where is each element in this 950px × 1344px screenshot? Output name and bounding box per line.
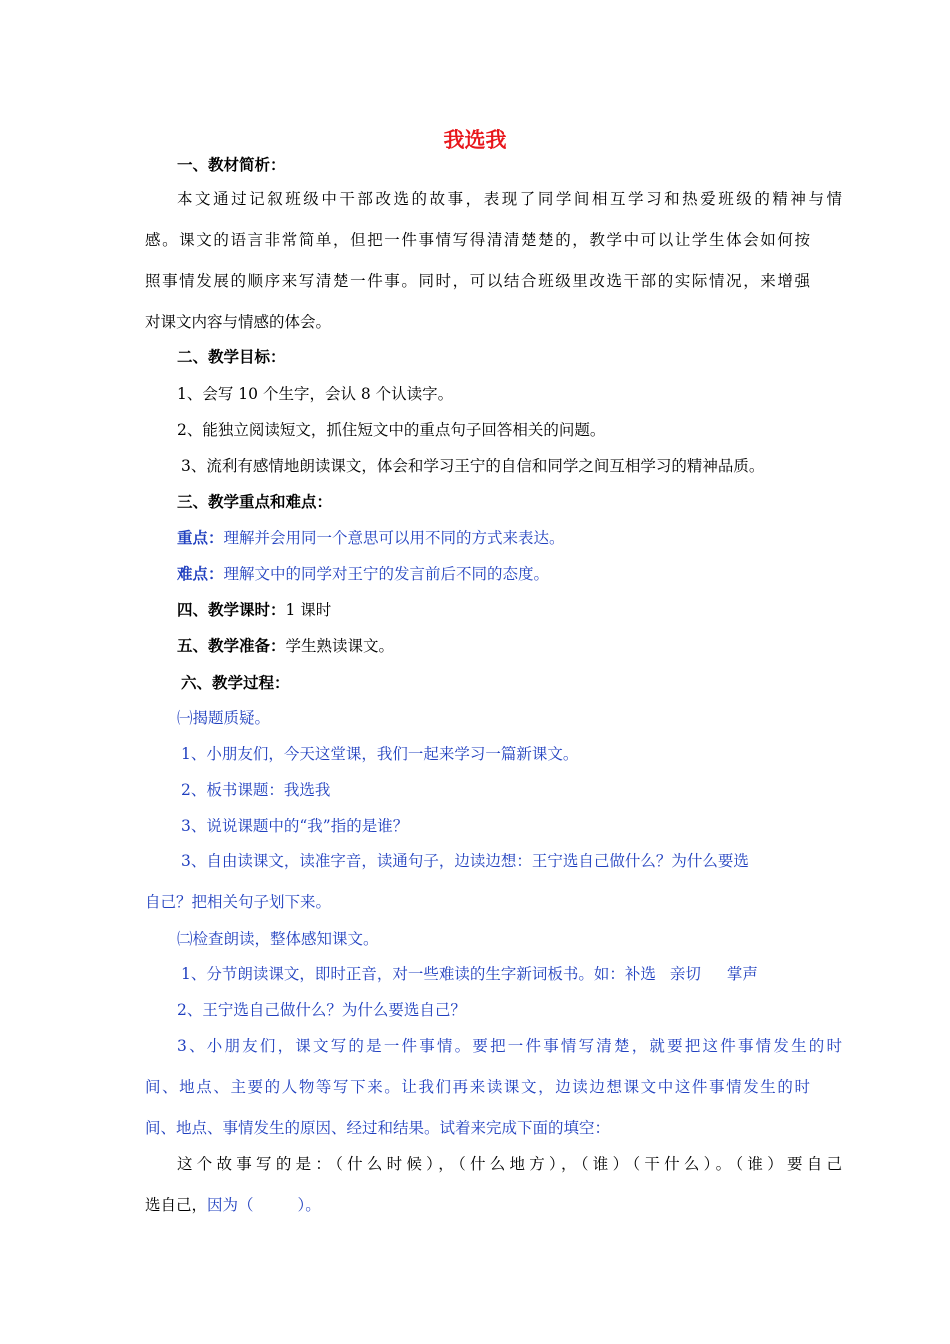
list-item: 2、能独立阅读短文，抓住短文中的重点句子回答相关的问题。 xyxy=(177,421,606,439)
list-item: 1、小朋友们，今天这堂课，我们一起来学习一篇新课文。 xyxy=(181,745,579,763)
document-title: 我选我 xyxy=(443,127,507,152)
list-item: 3、流利有感情地朗读课文，体会和学习王宁的自信和同学之间互相学习的精神品质。 xyxy=(181,457,765,475)
list-item-continuation: 间、地点、主要的人物等写下来。让我们再来读课文，边读边想课文中这件事情发生的时 xyxy=(145,1078,810,1096)
list-item-continuation: 自己？把相关句子划下来。 xyxy=(145,893,332,911)
paragraph-line: 照事情发展的顺序来写清楚一件事。同时，可以结合班级里改选干部的实际情况，来增强 xyxy=(145,272,810,290)
section-heading-process: 六、教学过程： xyxy=(181,673,290,692)
list-item-text: 1、分节朗读课文，即时正音，对一些难读的生字新词板书。如：补选 xyxy=(181,965,656,983)
difficulty-label: 难点： xyxy=(177,564,224,583)
section-heading-key-points: 三、教学重点和难点： xyxy=(177,492,333,511)
list-item: 2、板书课题：我选我 xyxy=(181,781,331,799)
lesson-hours-line xyxy=(145,599,842,621)
vocab-word: 掌声 xyxy=(726,965,758,983)
list-item: 3、自由读课文，读准字音，读通句子，边读边想：王宁选自己做什么？为什么要选 xyxy=(181,852,749,870)
list-item xyxy=(145,963,846,985)
list-item: 3、说说课题中的“我”指的是谁？ xyxy=(181,817,409,835)
fill-in-text: 因为（ xyxy=(207,1196,254,1214)
preparation-value: 学生熟读课文。 xyxy=(285,637,395,655)
part-title: ㈠揭题质疑。 xyxy=(177,709,271,727)
key-point-text: 理解并会用同一个意思可以用不同的方式来表达。 xyxy=(223,529,565,547)
section-heading-preparation: 五、教学准备： xyxy=(177,636,286,655)
fill-in-text: 选自己， xyxy=(145,1196,208,1214)
lesson-hours-value: 1 课时 xyxy=(285,601,332,619)
paragraph-line: 对课文内容与情感的体会。 xyxy=(145,313,332,331)
preparation-line xyxy=(145,635,842,657)
part-title: ㈡检查朗读，整体感知课文。 xyxy=(177,930,379,948)
difficulty-text: 理解文中的同学对王宁的发言前后不同的态度。 xyxy=(223,565,550,583)
paragraph-line: 感。课文的语言非常简单，但把一件事情写得清清楚楚的，教学中可以让学生体会如何按 xyxy=(145,231,810,249)
list-item-continuation: 间、地点、事情发生的原因、经过和结果。试着来完成下面的填空： xyxy=(145,1119,611,1137)
list-item: 2、王宁选自己做什么？为什么要选自己？ xyxy=(177,1001,466,1019)
list-item: 1、会写 10 个生字，会认 8 个认读字。 xyxy=(177,385,454,403)
vocab-word: 亲切 xyxy=(669,965,701,983)
section-heading-hours: 四、教学课时： xyxy=(177,600,286,619)
section-heading-objectives: 二、教学目标： xyxy=(177,347,286,366)
fill-in-line: 这个故事写的是：（什么时候），（什么地方），（谁）（干什么）。（谁）要自己 xyxy=(177,1155,842,1173)
paragraph-line: 本文通过记叙班级中干部改选的故事，表现了同学间相互学习和热爱班级的精神与情 xyxy=(177,190,842,208)
key-point-line xyxy=(145,527,842,549)
fill-in-line xyxy=(145,1194,810,1216)
section-heading-analysis: 一、教材简析： xyxy=(177,155,286,174)
key-point-label: 重点： xyxy=(177,528,224,547)
list-item: 3、小朋友们，课文写的是一件事情。要把一件事情写清楚，就要把这件事情发生的时 xyxy=(177,1037,842,1055)
difficulty-line xyxy=(145,563,842,585)
fill-in-text: ）。 xyxy=(297,1196,321,1214)
